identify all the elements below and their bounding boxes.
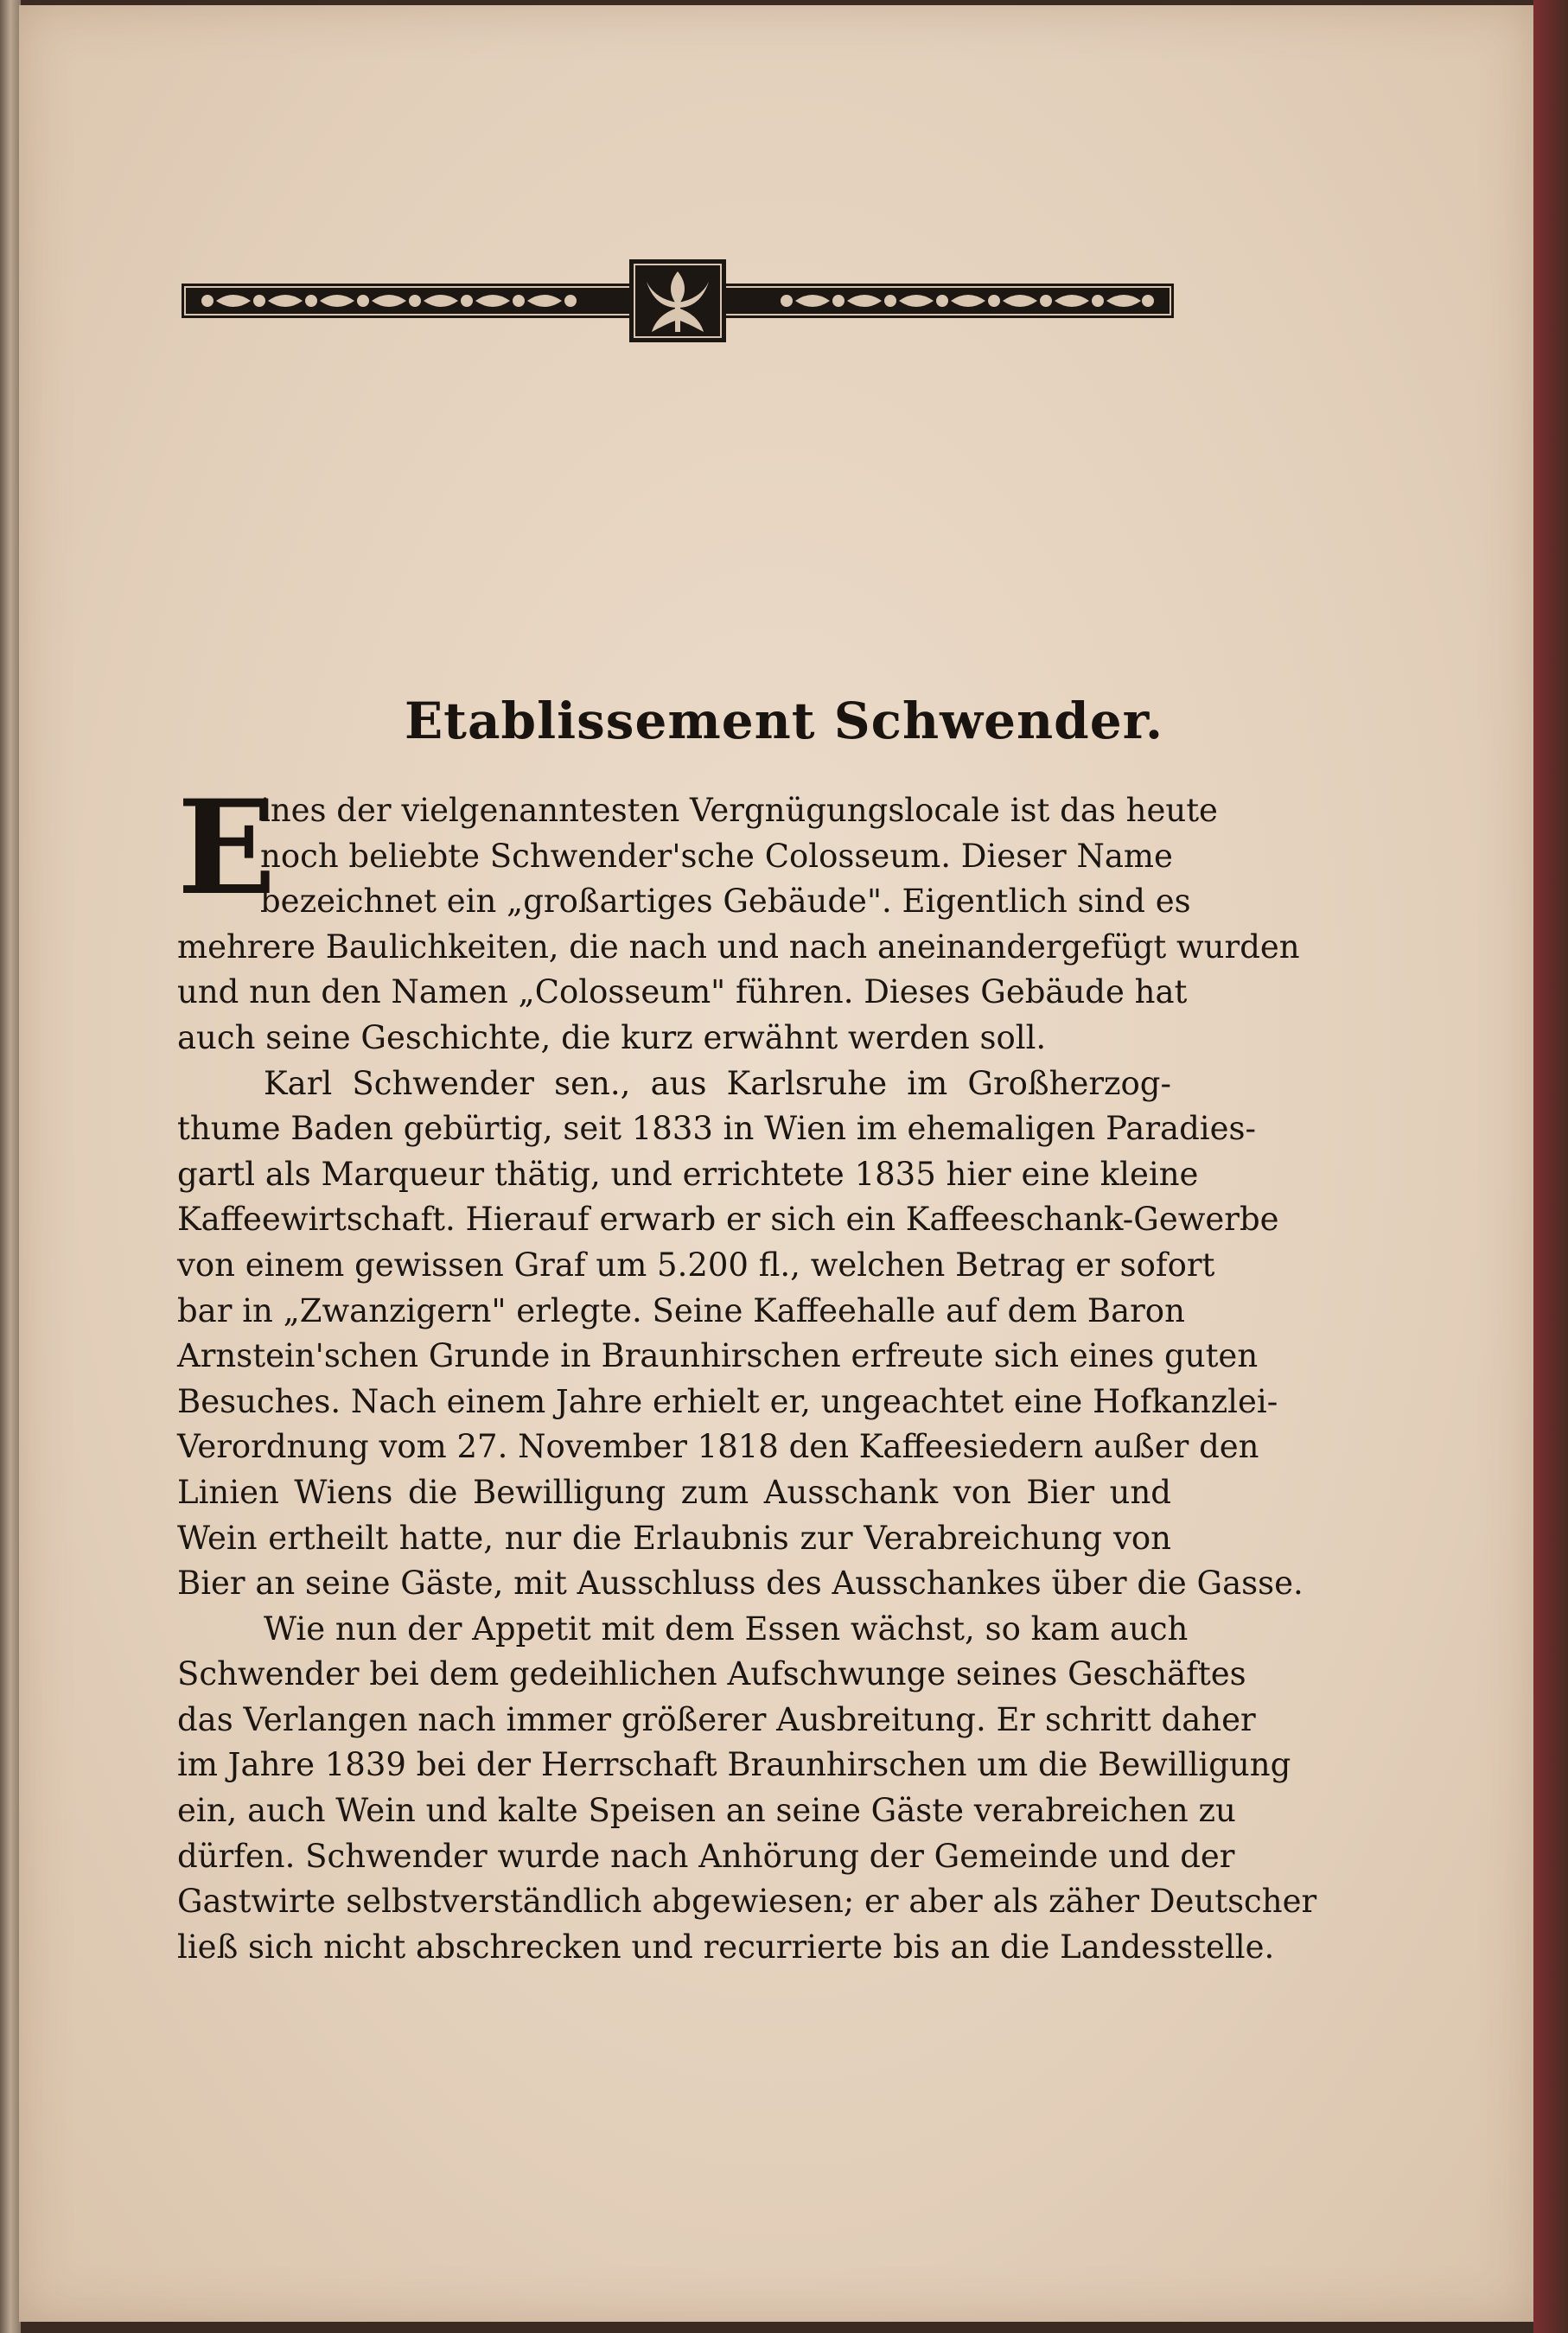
text-line: Verordnung vom 27. November 1818 den Kaffeesiedern außer den <box>177 1428 1259 1466</box>
text-line: bar in „Zwanzigern" erlegte. Seine Kaffeehalle auf dem Baron <box>177 1291 1185 1329</box>
text-line: mehrere Baulichkeiten, die nach und nach aneinandergefügt wurden <box>177 927 1300 966</box>
body-text <box>177 772 1317 1970</box>
ornamental-header-band <box>182 259 1174 342</box>
text-line: gartl als Marqueur thätig, und errichtete 1835 hier eine kleine <box>177 1155 1199 1193</box>
text-line: bezeichnet ein „großartiges Gebäude". Eigentlich sind es <box>260 883 1191 921</box>
text-line: und nun den Namen „Colosseum" führen. Dieses Gebäude hat <box>177 973 1188 1011</box>
text-line: Bier an seine Gäste, mit Ausschluss des Ausschankes über die Gasse. <box>177 1565 1303 1603</box>
book-cover-edge <box>1533 0 1568 2333</box>
text-line: dürfen. Schwender wurde nach Anhörung der Gemeinde und der <box>177 1837 1235 1875</box>
text-line: Schwender bei dem gedeihlichen Aufschwunge seines Geschäftes <box>177 1655 1246 1693</box>
book-spine <box>0 0 21 2333</box>
text-line: im Jahre 1839 bei der Herrschaft Braunhirschen um die Bewilligung <box>177 1746 1291 1784</box>
text-line: ein, auch Wein und kalte Speisen an seine Gäste verabreichen zu <box>177 1792 1236 1830</box>
text-line: Gastwirte selbstverständlich abgewiesen; er aber als zäher Deutscher <box>177 1883 1317 1921</box>
text-line: Besuches. Nach einem Jahre erhielt er, ungeachtet eine Hofkanzlei- <box>177 1382 1278 1420</box>
text-line: Karl Schwender sen., aus Karlsruhe im Großherzog- <box>264 1064 1171 1102</box>
text-line: thume Baden gebürtig, seit 1833 in Wien im ehemaligen Paradies- <box>177 1110 1257 1148</box>
text-line: Wie nun der Appetit mit dem Essen wächst, so kam auch <box>264 1610 1189 1648</box>
text-line: von einem gewissen Graf um 5.200 fl., welchen Betrag er sofort <box>177 1246 1215 1284</box>
text-line: Kaffeewirtschaft. Hierauf erwarb er sich ein Kaffeeschank-Gewerbe <box>177 1201 1279 1239</box>
text-line: Wein ertheilt hatte, nur die Erlaubnis zur Verabreichung von <box>177 1519 1171 1557</box>
drop-cap: E <box>177 772 277 924</box>
text-line: Linien Wiens die Bewilligung zum Ausschank von Bier und <box>177 1473 1171 1511</box>
text-line: ines der vielgenanntesten Vergnügungslocale ist das heute <box>260 792 1218 829</box>
text-line: ließ sich nicht abschrecken und recurrierte bis an die Landesstelle. <box>177 1928 1275 1966</box>
text-line: das Verlangen nach immer größerer Ausbreitung. Er schritt daher <box>177 1700 1256 1738</box>
text-line: Arnstein'schen Grunde in Braunhirschen erfreute sich eines guten <box>177 1337 1259 1375</box>
text-line: auch seine Geschichte, die kurz erwähnt werden soll. <box>177 1018 1047 1056</box>
chapter-title: Etablissement Schwender. <box>404 692 1164 750</box>
text-line: noch beliebte Schwender'sche Colosseum. Dieser Name <box>260 837 1173 875</box>
